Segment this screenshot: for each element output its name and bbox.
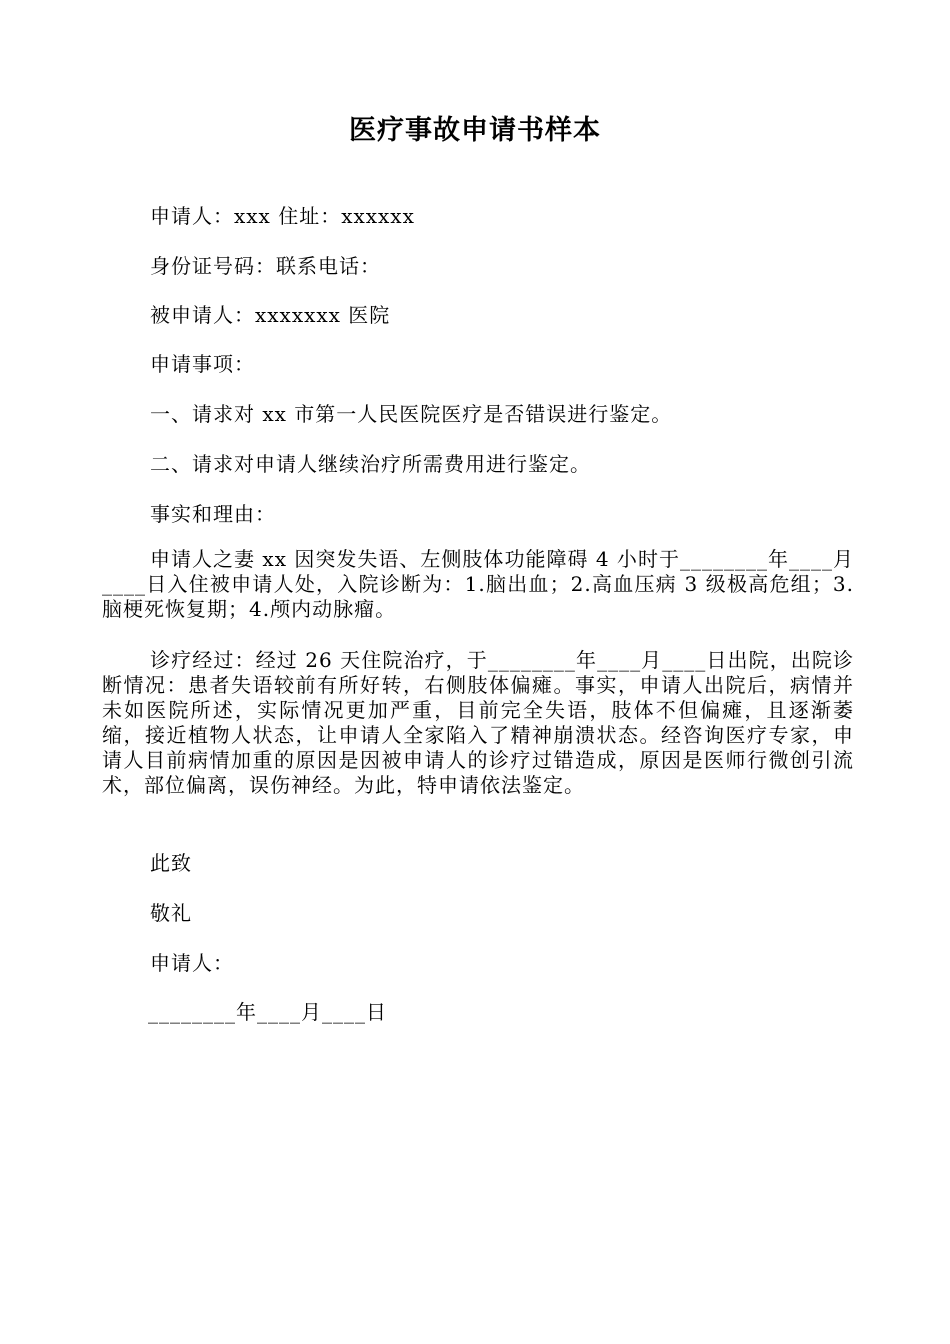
document-title: 医疗事故申请书样本	[349, 115, 601, 146]
facts-paragraph	[102, 547, 854, 622]
matters-heading: 申请事项：	[150, 352, 255, 376]
respondent-line: 被申请人：xxxxxxx 医院	[150, 303, 391, 327]
request-item-2: 二、请求对申请人继续治疗所需费用进行鉴定。	[150, 452, 591, 476]
treatment-paragraph-text: 诊疗经过：经过 26 天住院治疗，于________年____月____日出院，出院诊断情况：患者失语较前有所好转，右侧肢体偏瘫。事实，申请人出院后，病情并未如医院所述，实际情况更加严重，目前完全失语，肢体不但偏瘫，且逐渐萎缩，接近植物人状态，让申请人全家陷入了精神崩溃状态。经咨询医疗专家，申请人目前病情加重的原因是因被申请人的诊疗过错造成，原因是医师行微创引流术，部位偏离，误伤神经。为此，特申请依法鉴定。	[102, 648, 854, 797]
request-item-1: 一、请求对 xx 市第一人民医院医疗是否错误进行鉴定。	[150, 402, 673, 426]
closing-line-2: 敬礼	[150, 901, 192, 925]
facts-paragraph-text: 申请人之妻 xx 因突发失语、左侧肢体功能障碍 4 小时于________年____月____日入住被申请人处，入院诊断为：1.脑出血；2.高血压病 3 级极高危组；3.脑梗死恢复期；4.颅内动脉瘤。	[102, 547, 854, 621]
facts-heading: 事实和理由：	[150, 502, 276, 526]
applicant-line: 申请人：xxx 住址：xxxxxx	[150, 204, 415, 228]
date-line: ________年____月____日	[148, 1000, 387, 1024]
treatment-paragraph	[102, 648, 854, 798]
closing-line-1: 此致	[150, 851, 192, 875]
id-line: 身份证号码：联系电话：	[150, 254, 381, 278]
signature-label: 申请人：	[150, 951, 234, 975]
